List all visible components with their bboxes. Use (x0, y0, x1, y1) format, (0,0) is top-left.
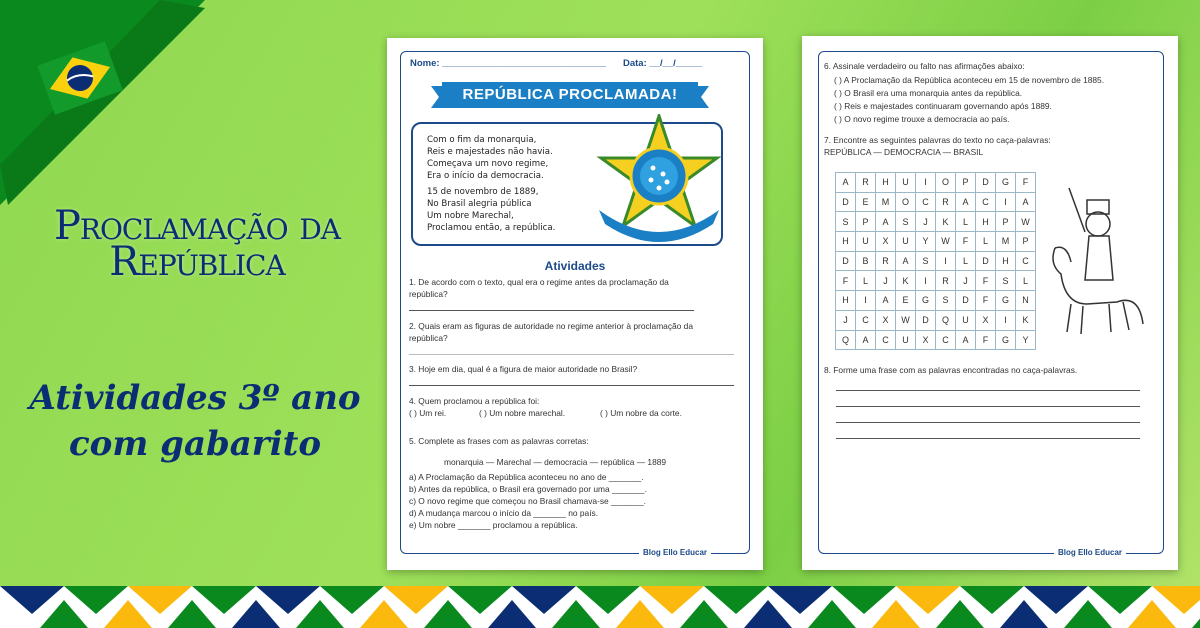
grid-cell[interactable]: K (896, 271, 916, 291)
grid-cell[interactable]: D (916, 310, 936, 330)
tf-item: ( ) Reis e majestades continuaram governando após 1889. (834, 101, 1052, 111)
grid-cell[interactable]: L (1016, 271, 1036, 291)
answer-line[interactable] (836, 422, 1140, 423)
fill-item: b) Antes da república, o Brasil era governado por uma _______. (409, 484, 647, 494)
grid-cell[interactable]: Y (916, 232, 936, 252)
cover-subtitle (20, 375, 370, 467)
answer-line[interactable] (836, 406, 1140, 407)
grid-cell[interactable]: I (936, 251, 956, 271)
grid-cell[interactable]: L (956, 212, 976, 232)
grid-cell[interactable]: G (996, 330, 1016, 350)
poem-line: Começava um novo regime, (427, 159, 549, 169)
grid-row (836, 291, 1036, 311)
grid-cell[interactable]: J (836, 310, 856, 330)
footer-brand: Blog Ello Educar (1054, 548, 1126, 557)
answer-line[interactable] (836, 438, 1140, 439)
question-3: 3. Hoje em dia, qual é a figura de maior autoridade no Brasil? (409, 364, 638, 374)
question-8: 8. Forme uma frase com as palavras encontradas no caça-palavras. (824, 365, 1078, 375)
fill-item: e) Um nobre _______ proclamou a república. (409, 520, 578, 530)
grid-cell[interactable]: F (1016, 173, 1036, 193)
question-6: 6. Assinale verdadeiro ou falto nas afirmações abaixo: (824, 61, 1025, 71)
fill-item: c) O novo regime que começou no Brasil chamava-se _______. (409, 496, 646, 506)
grid-cell[interactable]: Q (836, 330, 856, 350)
grid-cell[interactable]: G (996, 291, 1016, 311)
grid-cell[interactable]: L (976, 232, 996, 252)
grid-row (836, 271, 1036, 291)
grid-cell[interactable]: H (876, 173, 896, 193)
grid-cell[interactable]: J (916, 212, 936, 232)
question-2-cont: república? (409, 333, 448, 343)
worksheet-page-2 (802, 36, 1178, 570)
grid-cell[interactable]: C (936, 330, 956, 350)
cover-title: Proclamação da República (53, 203, 341, 285)
grid-cell[interactable]: N (1016, 291, 1036, 311)
grid-cell[interactable]: R (856, 173, 876, 193)
grid-cell[interactable]: G (916, 291, 936, 311)
grid-row (836, 251, 1036, 271)
grid-row (836, 192, 1036, 212)
grid-cell[interactable]: R (936, 271, 956, 291)
grid-cell[interactable]: I (856, 291, 876, 311)
grid-cell[interactable]: H (836, 232, 856, 252)
grid-cell[interactable]: S (916, 251, 936, 271)
word-search-grid[interactable] (835, 172, 1036, 350)
question-7: 7. Encontre as seguintes palavras do texto no caça-palavras: (824, 135, 1051, 145)
grid-cell[interactable]: C (876, 330, 896, 350)
grid-cell[interactable]: P (996, 212, 1016, 232)
grid-cell[interactable]: D (836, 251, 856, 271)
grid-cell[interactable]: W (936, 232, 956, 252)
grid-cell[interactable]: E (896, 291, 916, 311)
subtitle-line: com gabarito (68, 424, 321, 464)
activities-heading: Atividades (544, 259, 606, 273)
poem-line: Era o início da democracia. (427, 171, 544, 181)
poem-line: 15 de novembro de 1889, (427, 187, 539, 197)
grid-cell[interactable]: Q (936, 310, 956, 330)
coat-of-arms-icon (591, 114, 727, 244)
grid-cell[interactable]: A (876, 212, 896, 232)
grid-cell[interactable]: K (1016, 310, 1036, 330)
grid-cell[interactable]: F (976, 330, 996, 350)
grid-cell[interactable]: X (876, 232, 896, 252)
subtitle-line: Atividades 3º ano (29, 378, 361, 418)
worksheet-page-1 (387, 38, 763, 570)
grid-cell[interactable]: A (956, 192, 976, 212)
grid-cell[interactable]: U (896, 173, 916, 193)
poem-line: Com o fim da monarquia, (427, 135, 537, 145)
tf-item: ( ) A Proclamação da República aconteceu em 15 de novembro de 1885. (834, 75, 1105, 85)
grid-cell[interactable]: O (896, 192, 916, 212)
grid-row (836, 330, 1036, 350)
answer-line[interactable] (409, 354, 734, 355)
fill-item: d) A mudança marcou o início da _______ no país. (409, 508, 599, 518)
grid-cell[interactable]: C (916, 192, 936, 212)
grid-row (836, 232, 1036, 252)
poem-line: Proclamou então, a república. (427, 223, 556, 233)
grid-cell[interactable]: R (936, 192, 956, 212)
question-4: 4. Quem proclamou a república foi: (409, 396, 540, 406)
grid-cell[interactable]: P (1016, 232, 1036, 252)
grid-cell[interactable]: C (976, 192, 996, 212)
grid-cell[interactable]: U (896, 330, 916, 350)
question-1: 1. De acordo com o texto, qual era o regime antes da proclamação da (409, 277, 669, 287)
grid-cell[interactable]: S (896, 212, 916, 232)
grid-cell[interactable]: J (956, 271, 976, 291)
grid-cell[interactable]: O (936, 173, 956, 193)
grid-cell[interactable]: F (976, 271, 996, 291)
grid-cell[interactable]: H (836, 291, 856, 311)
grid-cell[interactable]: M (876, 192, 896, 212)
grid-cell[interactable]: U (956, 310, 976, 330)
banner-title: REPÚBLICA PROCLAMADA! (442, 82, 698, 108)
tf-item: ( ) O novo regime trouxe a democracia ao país. (834, 114, 1010, 124)
grid-cell[interactable]: X (976, 310, 996, 330)
grid-cell[interactable]: U (856, 232, 876, 252)
grid-cell[interactable]: W (896, 310, 916, 330)
grid-cell[interactable]: E (856, 192, 876, 212)
grid-cell[interactable]: D (976, 173, 996, 193)
option-3[interactable]: ( ) Um nobre da corte. (600, 408, 682, 418)
grid-cell[interactable]: A (1016, 192, 1036, 212)
word-list: REPÚBLICA — DEMOCRACIA — BRASIL (824, 147, 984, 157)
grid-cell[interactable]: L (956, 251, 976, 271)
grid-cell[interactable]: I (916, 173, 936, 193)
question-1-cont: república? (409, 289, 448, 299)
grid-cell[interactable]: I (996, 192, 1016, 212)
grid-cell[interactable]: P (956, 173, 976, 193)
grid-cell[interactable]: D (976, 251, 996, 271)
grid-cell[interactable]: S (836, 212, 856, 232)
tf-item: ( ) O Brasil era uma monarquia antes da república. (834, 88, 1023, 98)
grid-cell[interactable]: F (956, 232, 976, 252)
grid-cell[interactable]: R (876, 251, 896, 271)
grid-cell[interactable]: X (876, 310, 896, 330)
grid-cell[interactable]: M (996, 232, 1016, 252)
grid-cell[interactable]: I (916, 271, 936, 291)
grid-cell[interactable]: D (836, 192, 856, 212)
option-2[interactable]: ( ) Um nobre marechal. (479, 408, 566, 418)
name-field: Nome: _______________________________ (410, 58, 606, 69)
grid-cell[interactable]: J (876, 271, 896, 291)
answer-line[interactable] (836, 390, 1140, 391)
grid-row (836, 212, 1036, 232)
grid-cell[interactable]: U (896, 232, 916, 252)
grid-cell[interactable]: S (996, 271, 1016, 291)
poem-line: No Brasil alegria pública (427, 199, 532, 209)
question-2: 2. Quais eram as figuras de autoridade no regime anterior à proclamação da (409, 321, 693, 331)
grid-cell[interactable]: L (856, 271, 876, 291)
grid-cell[interactable]: Y (1016, 330, 1036, 350)
grid-row (836, 173, 1036, 193)
question-5: 5. Complete as frases com as palavras corretas: (409, 436, 589, 446)
grid-cell[interactable]: D (956, 291, 976, 311)
grid-cell[interactable]: G (996, 173, 1016, 193)
grid-cell[interactable]: H (996, 251, 1016, 271)
brazil-flag-corner (0, 0, 210, 210)
grid-cell[interactable]: X (916, 330, 936, 350)
fill-item: a) A Proclamação da República aconteceu no ano de _______. (409, 472, 644, 482)
grid-cell[interactable]: W (1016, 212, 1036, 232)
zigzag-border (0, 586, 1200, 628)
grid-cell[interactable]: P (856, 212, 876, 232)
grid-cell[interactable]: K (936, 212, 956, 232)
grid-cell[interactable]: A (856, 330, 876, 350)
grid-cell[interactable]: F (836, 271, 856, 291)
grid-cell[interactable]: C (1016, 251, 1036, 271)
marshal-on-horse-illustration (1047, 184, 1147, 339)
poem-box (411, 122, 723, 246)
grid-cell[interactable]: B (856, 251, 876, 271)
word-bank: monarquia — Marechal — democracia — república — 1889 (444, 457, 667, 467)
option-1[interactable]: ( ) Um rei. (409, 408, 447, 418)
grid-cell[interactable]: F (976, 291, 996, 311)
grid-cell[interactable]: A (896, 251, 916, 271)
grid-cell[interactable]: A (956, 330, 976, 350)
answer-line[interactable] (409, 385, 734, 386)
grid-cell[interactable]: C (856, 310, 876, 330)
grid-row (836, 310, 1036, 330)
grid-cell[interactable]: A (876, 291, 896, 311)
answer-line[interactable] (409, 310, 694, 311)
grid-cell[interactable]: I (996, 310, 1016, 330)
poem-line: Reis e majestades não havia. (427, 147, 553, 157)
grid-cell[interactable]: H (976, 212, 996, 232)
grid-cell[interactable]: S (936, 291, 956, 311)
poem-line: Um nobre Marechal, (427, 211, 514, 221)
footer-brand: Blog Ello Educar (639, 548, 711, 557)
date-field: Data: __/__/_____ (623, 58, 703, 69)
grid-cell[interactable]: A (836, 173, 856, 193)
